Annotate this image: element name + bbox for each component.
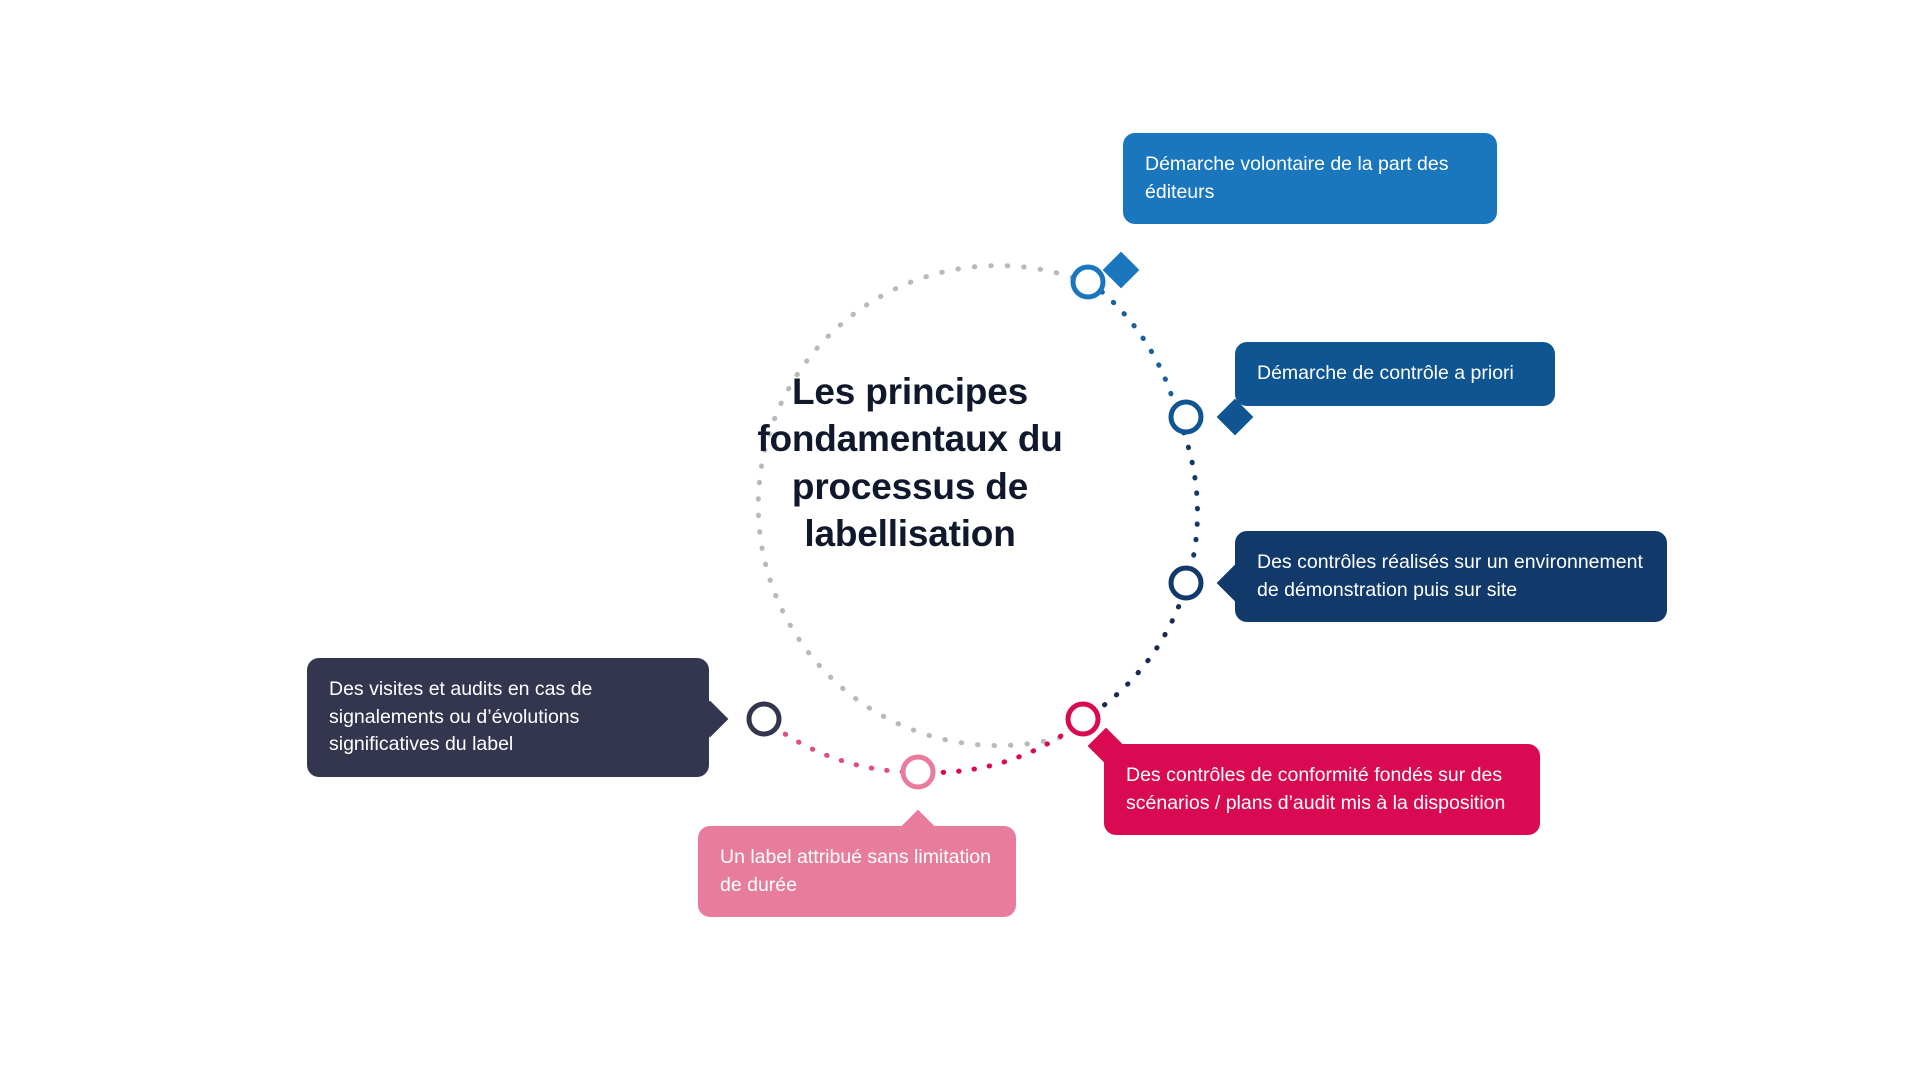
node-dot-2[interactable] (1171, 402, 1201, 432)
diagram-center-title: Les principes fondamentaux du processus de labellisation (757, 371, 1063, 555)
callout-text-2: Démarche de contrôle a priori (1257, 362, 1514, 384)
callout-bubble-2[interactable] (1235, 342, 1555, 406)
node-dot-5[interactable] (903, 757, 933, 787)
callout-text-6: Des visites et audits en cas de signalements ou d’évolutions significatives du label (329, 678, 593, 756)
ring-arc-pink (763, 718, 918, 772)
callout-text-4: Des contrôles de conformité fondés sur des scénarios / plans d’audit mis à la disposition (1126, 764, 1506, 814)
callout-bubble-3[interactable] (1235, 531, 1667, 622)
callout-text-3: Des contrôles réalisés sur un environnement de démonstration puis sur site (1257, 551, 1643, 601)
ring-arc-crimson (918, 718, 1086, 773)
callout-bubble-4[interactable] (1104, 744, 1540, 835)
ring-arc-navy (1086, 592, 1184, 718)
node-dot-6[interactable] (749, 704, 779, 734)
node-dot-4[interactable] (1068, 704, 1098, 734)
node-dot-3[interactable] (1171, 568, 1201, 598)
node-dot-1[interactable] (1073, 267, 1103, 297)
callout-bubble-5[interactable] (698, 826, 1016, 917)
callout-text-5: Un label attribué sans limitation de durée (720, 846, 991, 896)
callout-bubble-6[interactable] (307, 658, 709, 777)
callout-bubble-1[interactable] (1123, 133, 1497, 224)
callout-text-1: Démarche volontaire de la part des éditeurs (1145, 153, 1449, 203)
